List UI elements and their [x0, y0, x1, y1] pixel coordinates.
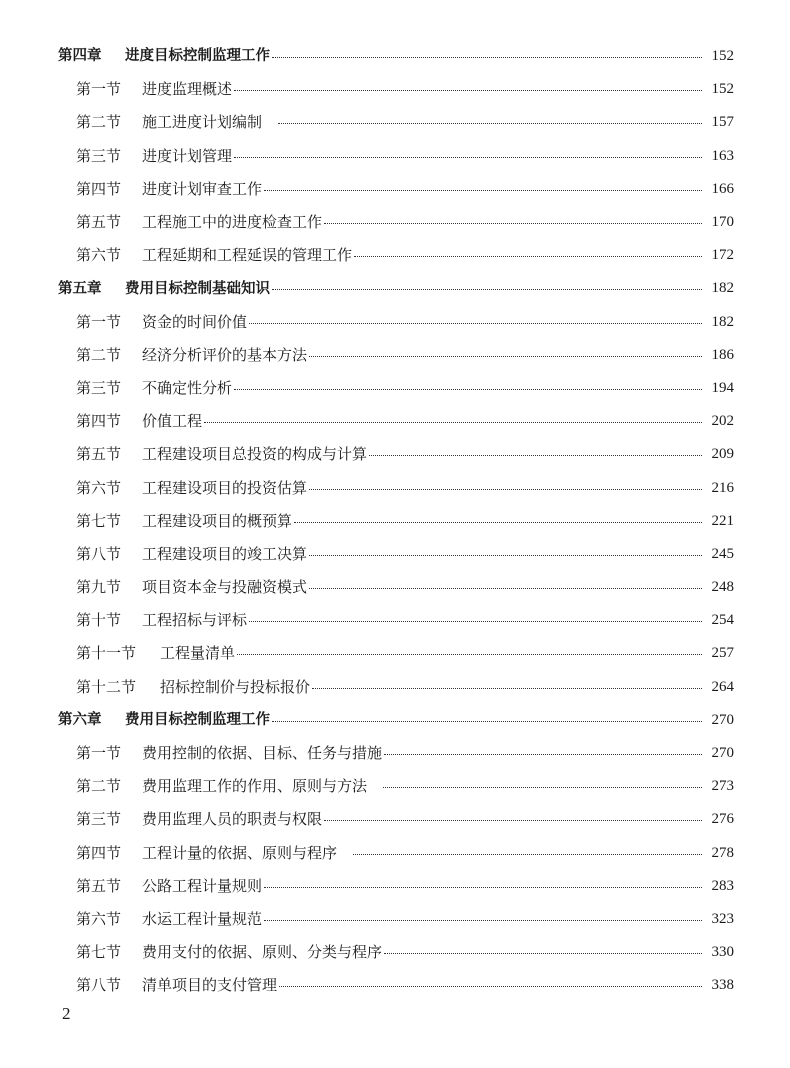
- dot-leader: [309, 588, 702, 589]
- dot-leader: [264, 190, 702, 191]
- toc-section-entry[interactable]: [58, 106, 734, 139]
- section-number: 第三节: [76, 378, 122, 397]
- page-number: 182: [711, 280, 734, 297]
- toc-section-entry[interactable]: [58, 73, 734, 106]
- toc-section-entry[interactable]: [58, 837, 734, 870]
- page-number: 221: [711, 512, 734, 529]
- page-number: 186: [711, 346, 734, 363]
- section-number: 第六节: [76, 478, 122, 497]
- section-title: 公路工程计量规则: [142, 876, 263, 895]
- dot-leader: [324, 223, 702, 224]
- section-title: 工程招标与评标: [142, 611, 248, 630]
- chapter-title: 费用目标控制监理工作: [125, 712, 270, 729]
- page-number: 152: [711, 81, 734, 98]
- page-number: 270: [711, 745, 734, 762]
- toc-section-entry[interactable]: [58, 405, 734, 438]
- section-number: 第十节: [76, 611, 122, 630]
- page-number: 338: [711, 977, 734, 994]
- section-number: 第一节: [76, 80, 122, 99]
- toc-section-entry[interactable]: [58, 803, 734, 836]
- page-number: 182: [711, 313, 734, 330]
- page-number: 254: [711, 612, 734, 629]
- section-number: 第八节: [76, 544, 122, 563]
- dot-leader: [234, 157, 702, 158]
- page-number: 194: [711, 379, 734, 396]
- toc-section-entry[interactable]: [58, 737, 734, 770]
- dot-leader: [384, 754, 702, 755]
- toc-section-entry[interactable]: [58, 372, 734, 405]
- section-number: 第五节: [76, 213, 122, 232]
- toc-section-entry[interactable]: [58, 969, 734, 1002]
- section-title: 招标控制价与投标报价: [160, 677, 311, 696]
- section-title: 工程建设项目的竣工决算: [142, 544, 308, 563]
- dot-leader: [279, 986, 702, 987]
- section-number: 第二节: [76, 345, 122, 364]
- page-number: 202: [711, 413, 734, 430]
- dot-leader: [249, 621, 702, 622]
- section-title: 进度计划管理: [142, 146, 233, 165]
- section-number: 第十一节: [76, 644, 137, 663]
- section-number: 第四节: [76, 412, 122, 431]
- section-number: 第三节: [76, 146, 122, 165]
- toc-section-entry[interactable]: [58, 936, 734, 969]
- page-folio-number: 2: [62, 1004, 71, 1023]
- dot-leader: [272, 289, 702, 290]
- dot-leader: [278, 123, 702, 124]
- dot-leader: [353, 854, 702, 855]
- toc-chapter-entry[interactable]: [58, 272, 734, 305]
- page-number: 278: [711, 844, 734, 861]
- section-title: 费用监理工作的作用、原则与方法: [142, 777, 368, 796]
- section-title: 费用监理人员的职责与权限: [142, 810, 323, 829]
- page-number: 273: [711, 778, 734, 795]
- page-number: 163: [711, 147, 734, 164]
- section-number: 第三节: [76, 810, 122, 829]
- page-number: 245: [711, 545, 734, 562]
- toc-chapter-entry[interactable]: [58, 704, 734, 737]
- toc-section-entry[interactable]: [58, 206, 734, 239]
- toc-section-entry[interactable]: [58, 870, 734, 903]
- section-number: 第四节: [76, 843, 122, 862]
- dot-leader: [369, 455, 702, 456]
- section-title: 工程计量的依据、原则与程序: [142, 843, 338, 862]
- dot-leader: [294, 522, 702, 523]
- section-number: 第二节: [76, 113, 122, 132]
- page-number: 209: [711, 446, 734, 463]
- section-title: 工程建设项目的概预算: [142, 511, 293, 530]
- dot-leader: [234, 389, 702, 390]
- page-number: 276: [711, 811, 734, 828]
- dot-leader: [237, 654, 702, 655]
- section-number: 第七节: [76, 511, 122, 530]
- dot-leader: [264, 887, 702, 888]
- page-number: 264: [711, 678, 734, 695]
- section-title: 项目资本金与投融资模式: [142, 578, 308, 597]
- toc-section-entry[interactable]: [58, 604, 734, 637]
- toc-section-entry[interactable]: [58, 505, 734, 538]
- section-title: 费用支付的依据、原则、分类与程序: [142, 943, 383, 962]
- section-title: 工程延期和工程延误的管理工作: [142, 246, 353, 265]
- toc-section-entry[interactable]: [58, 438, 734, 471]
- section-title: 施工进度计划编制: [142, 113, 263, 132]
- section-title: 价值工程: [142, 412, 203, 431]
- page-number: 152: [711, 48, 734, 65]
- section-title: 费用控制的依据、目标、任务与措施: [142, 744, 383, 763]
- section-number: 第九节: [76, 578, 122, 597]
- section-title: 进度监理概述: [142, 80, 233, 99]
- chapter-title: 费用目标控制基础知识: [125, 280, 270, 297]
- dot-leader: [383, 787, 702, 788]
- section-title: 进度计划审查工作: [142, 179, 263, 198]
- section-title: 工程建设项目总投资的构成与计算: [142, 445, 368, 464]
- page-number: 248: [711, 579, 734, 596]
- page-number: 166: [711, 180, 734, 197]
- section-title: 水运工程计量规范: [142, 909, 263, 928]
- page-number: 323: [711, 910, 734, 927]
- page-number: 172: [711, 247, 734, 264]
- chapter-number: 第四章: [58, 48, 102, 65]
- section-number: 第一节: [76, 312, 122, 331]
- dot-leader: [249, 323, 702, 324]
- toc-section-entry[interactable]: [58, 339, 734, 372]
- chapter-number: 第五章: [58, 280, 102, 297]
- toc-section-entry[interactable]: [58, 770, 734, 803]
- section-number: 第六节: [76, 246, 122, 265]
- section-title: 资金的时间价值: [142, 312, 248, 331]
- toc-chapter-entry[interactable]: [58, 40, 734, 73]
- section-number: 第五节: [76, 445, 122, 464]
- section-title: 经济分析评价的基本方法: [142, 345, 308, 364]
- dot-leader: [204, 422, 702, 423]
- section-number: 第十二节: [76, 677, 137, 696]
- dot-leader: [384, 953, 702, 954]
- dot-leader: [324, 820, 702, 821]
- page-number: 170: [711, 214, 734, 231]
- section-number: 第六节: [76, 909, 122, 928]
- section-number: 第五节: [76, 876, 122, 895]
- toc-section-entry[interactable]: [58, 903, 734, 936]
- dot-leader: [312, 688, 702, 689]
- section-number: 第二节: [76, 777, 122, 796]
- section-title: 清单项目的支付管理: [142, 976, 278, 995]
- dot-leader: [264, 920, 702, 921]
- dot-leader: [272, 57, 702, 58]
- dot-leader: [272, 721, 702, 722]
- section-title: 不确定性分析: [142, 378, 233, 397]
- toc-section-entry[interactable]: [58, 140, 734, 173]
- toc-section-entry[interactable]: [58, 471, 734, 504]
- dot-leader: [309, 555, 702, 556]
- toc-section-entry[interactable]: [58, 671, 734, 704]
- page-number: 257: [711, 645, 734, 662]
- page-number: 330: [711, 944, 734, 961]
- page-number: 216: [711, 479, 734, 496]
- dot-leader: [354, 256, 702, 257]
- section-number: 第一节: [76, 744, 122, 763]
- toc-section-entry[interactable]: [58, 239, 734, 272]
- table-of-contents: [58, 40, 734, 1002]
- dot-leader: [234, 90, 702, 91]
- toc-section-entry[interactable]: [58, 306, 734, 339]
- section-number: 第八节: [76, 976, 122, 995]
- toc-section-entry[interactable]: [58, 538, 734, 571]
- toc-section-entry[interactable]: [58, 571, 734, 604]
- chapter-title: 进度目标控制监理工作: [125, 48, 270, 65]
- section-number: 第四节: [76, 179, 122, 198]
- page-number: 283: [711, 877, 734, 894]
- section-number: 第七节: [76, 943, 122, 962]
- page-number: 270: [711, 711, 734, 728]
- dot-leader: [309, 489, 702, 490]
- toc-section-entry[interactable]: [58, 637, 734, 670]
- chapter-number: 第六章: [58, 712, 102, 729]
- toc-section-entry[interactable]: [58, 173, 734, 206]
- page-number: 157: [711, 114, 734, 131]
- section-title: 工程建设项目的投资估算: [142, 478, 308, 497]
- section-title: 工程量清单: [160, 644, 236, 663]
- section-title: 工程施工中的进度检查工作: [142, 213, 323, 232]
- dot-leader: [309, 356, 702, 357]
